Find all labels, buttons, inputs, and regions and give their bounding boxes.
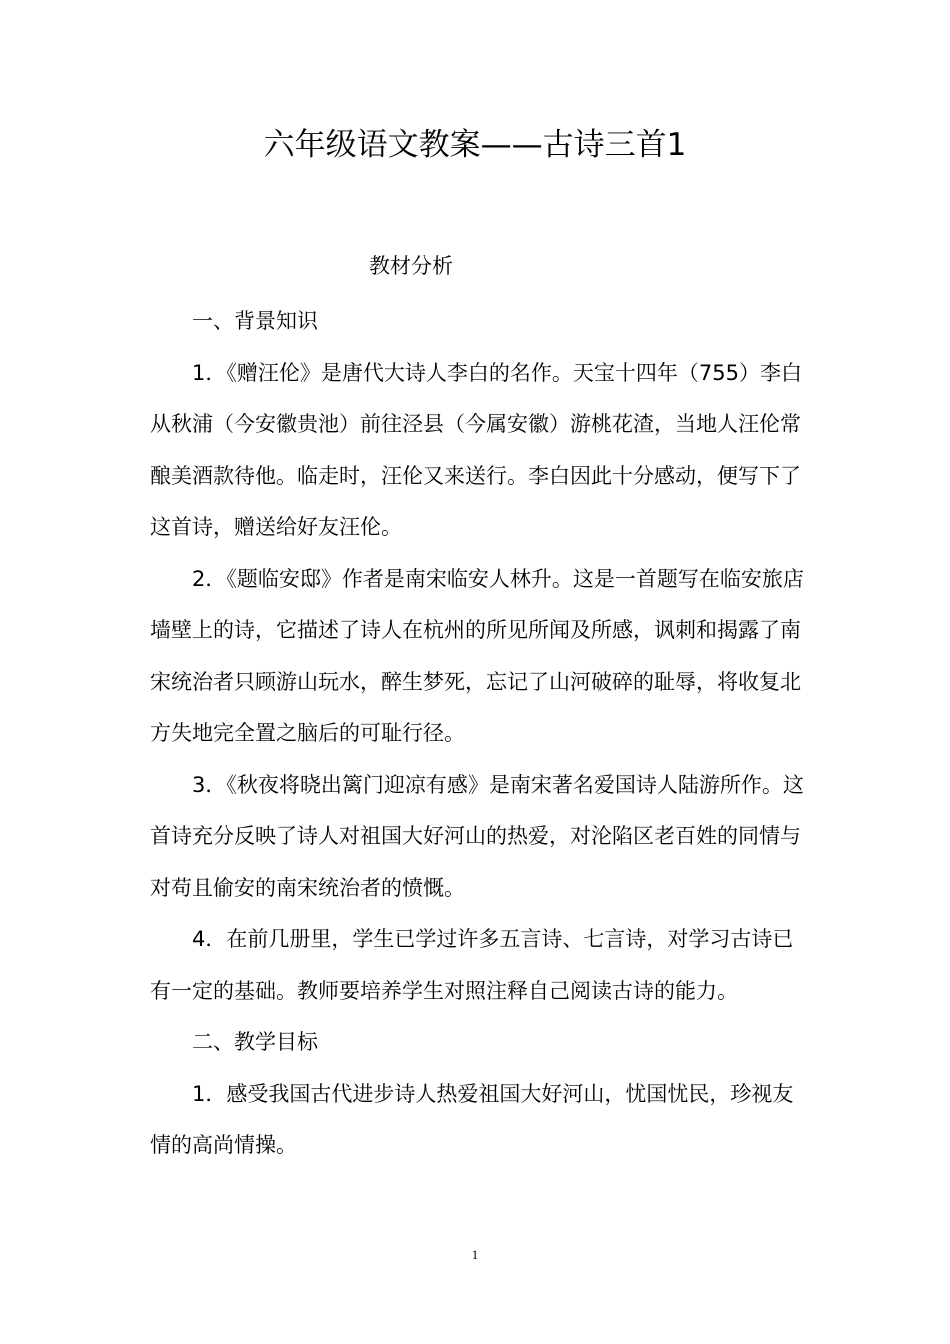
document-body — [150, 296, 810, 1172]
paragraph-3: 3．《秋夜将晓出篱门迎凉有感》是南宋著名爱国诗人陆游所作。这首诗充分反映了诗人对祖国大好河山的热爱，对沦陷区老百姓的同情与对苟且偷安的南宋统治者的愤慨。 — [150, 772, 804, 900]
paragraph-goal-1: 1．感受我国古代进步诗人热爱祖国大好河山，忧国忧民，珍视友情的高尚情操。 — [150, 1081, 794, 1157]
paragraph-2: 2．《题临安邸》作者是南宋临安人林升。这是一首题写在临安旅店墙壁上的诗，它描述了诗人在杭州的所见所闻及所感，讽刺和揭露了南宋统治者只顾游山玩水，醉生梦死，忘记了山河破碎的耻辱，将收复北方失地完全置之脑后的可耻行径。 — [150, 566, 804, 745]
page-number: 1 — [471, 1247, 479, 1262]
subheading-background: 一、背景知识 — [192, 309, 318, 333]
document-title: 六年级语文教案——古诗三首1 — [263, 127, 687, 163]
paragraph-1: 1．《赠汪伦》是唐代大诗人李白的名作。天宝十四年（755）李白从秋浦（今安徽贵池）前往泾县（今属安徽）游桃花渣，当地人汪伦常酿美酒款待他。临走时，汪伦又来送行。李白因此十分感动，便写下了这首诗，赠送给好友汪伦。 — [150, 360, 802, 539]
paragraph-4: 4．在前几册里，学生已学过许多五言诗、七言诗，对学习古诗已有一定的基础。教师要培养学生对照注释自己阅读古诗的能力。 — [150, 927, 794, 1003]
section-heading: 教材分析 — [369, 254, 453, 278]
subheading-teaching-goals: 二、教学目标 — [192, 1030, 318, 1054]
